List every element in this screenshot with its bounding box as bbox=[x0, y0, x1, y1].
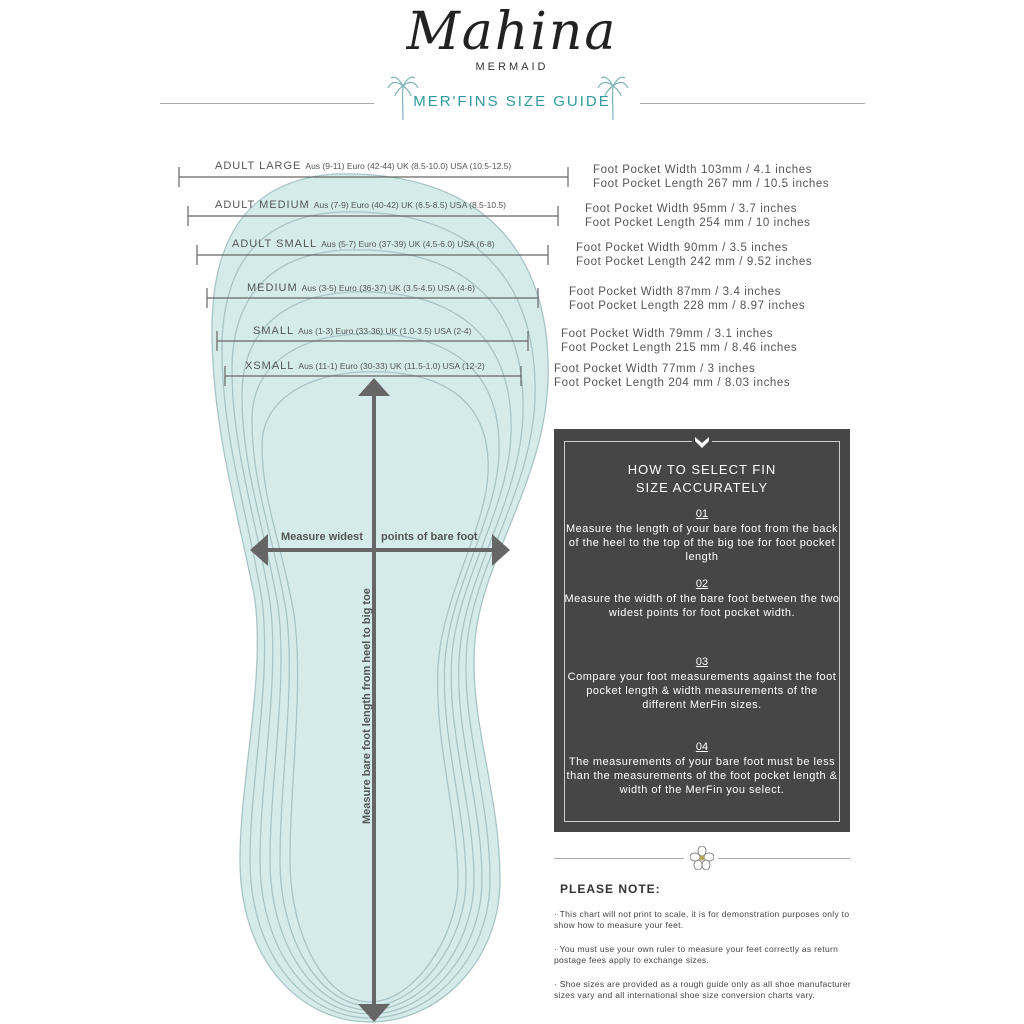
note-rule-left bbox=[554, 858, 684, 859]
size-label-medium: MEDIUM Aus (3-5) Euro (36-37) UK (3.5-4.5) USA (4-6) bbox=[247, 282, 475, 294]
spec-xsmall: Foot Pocket Width 77mm / 3 inches Foot Pocket Length 204 mm / 8.03 inches bbox=[554, 363, 791, 389]
length-measure-label: Measure bare foot length from heel to big toe bbox=[361, 588, 373, 824]
step-number: 03 bbox=[695, 656, 709, 668]
step-text: The measurements of your bare foot must be less than the measurements of the foot pocket length & width of the MerFin you select. bbox=[566, 756, 838, 796]
chevron-heart-icon bbox=[692, 433, 712, 451]
step-number: 02 bbox=[695, 578, 709, 590]
step-text: Measure the length of your bare foot from the back of the heel to the top of the big toe for foot pocket length bbox=[565, 523, 839, 563]
brand-subtitle: MERMAID bbox=[475, 61, 549, 73]
please-note-title: PLEASE NOTE: bbox=[560, 882, 661, 896]
size-label-adult-medium: ADULT MEDIUM Aus (7-9) Euro (40-42) UK (6.5-8.5) USA (8.5-10.5) bbox=[215, 199, 506, 211]
size-label-adult-small: ADULT SMALL Aus (5-7) Euro (37-39) UK (4.5-6.0) USA (6-8) bbox=[232, 238, 495, 250]
measure-widest-label: Measure widest bbox=[281, 531, 363, 543]
size-label-adult-large: ADULT LARGE Aus (9-11) Euro (42-44) UK (8.5-10.0) USA (10.5-12.5) bbox=[215, 160, 512, 172]
note-item: · Shoe sizes are provided as a rough guide only as all shoe manufacturer sizes vary and all international shoe size conversion charts vary. bbox=[554, 979, 852, 1000]
spec-adult-medium: Foot Pocket Width 95mm / 3.7 inches Foot Pocket Length 254 mm / 10 inches bbox=[585, 203, 811, 229]
size-label-xsmall: XSMALL Aus (11-1) Euro (30-33) UK (11.5-1.0) USA (12-2) bbox=[245, 360, 485, 372]
spec-medium: Foot Pocket Width 87mm / 3.4 inches Foot Pocket Length 228 mm / 8.97 inches bbox=[569, 286, 806, 312]
note-item: · This chart will not print to scale, it is for demonstration purposes only to show how to measure your feet. bbox=[554, 909, 850, 930]
panel-title: HOW TO SELECT FIN SIZE ACCURATELY bbox=[627, 462, 777, 495]
step-text: Compare your foot measurements against the foot pocket length & width measurements of the different MerFin sizes. bbox=[567, 671, 837, 711]
size-guide-title: MER'FINS SIZE GUIDE bbox=[413, 93, 611, 110]
note-rule-right bbox=[718, 858, 850, 859]
note-item: · You must use your own ruler to measure your feet correctly as return postage fees apply to exchange sizes. bbox=[554, 944, 839, 965]
flower-icon bbox=[690, 846, 714, 870]
size-label-small: SMALL Aus (1-3) Euro (33-36) UK (1.0-3.5) USA (2-4) bbox=[253, 325, 472, 337]
spec-adult-large: Foot Pocket Width 103mm / 4.1 inches Foot Pocket Length 267 mm / 10.5 inches bbox=[593, 164, 830, 190]
spec-adult-small: Foot Pocket Width 90mm / 3.5 inches Foot Pocket Length 242 mm / 9.52 inches bbox=[576, 242, 813, 268]
points-of-bare-foot-label: points of bare foot bbox=[381, 531, 478, 543]
foot-outlines bbox=[212, 174, 548, 1022]
how-to-select-panel bbox=[554, 429, 850, 832]
step-text: Measure the width of the bare foot between the two widest points for foot pocket width. bbox=[564, 593, 840, 619]
step-number: 04 bbox=[695, 741, 709, 753]
spec-small: Foot Pocket Width 79mm / 3.1 inches Foot Pocket Length 215 mm / 8.46 inches bbox=[561, 328, 798, 354]
brand-logo: Mahina bbox=[406, 2, 618, 62]
step-number: 01 bbox=[695, 508, 709, 520]
